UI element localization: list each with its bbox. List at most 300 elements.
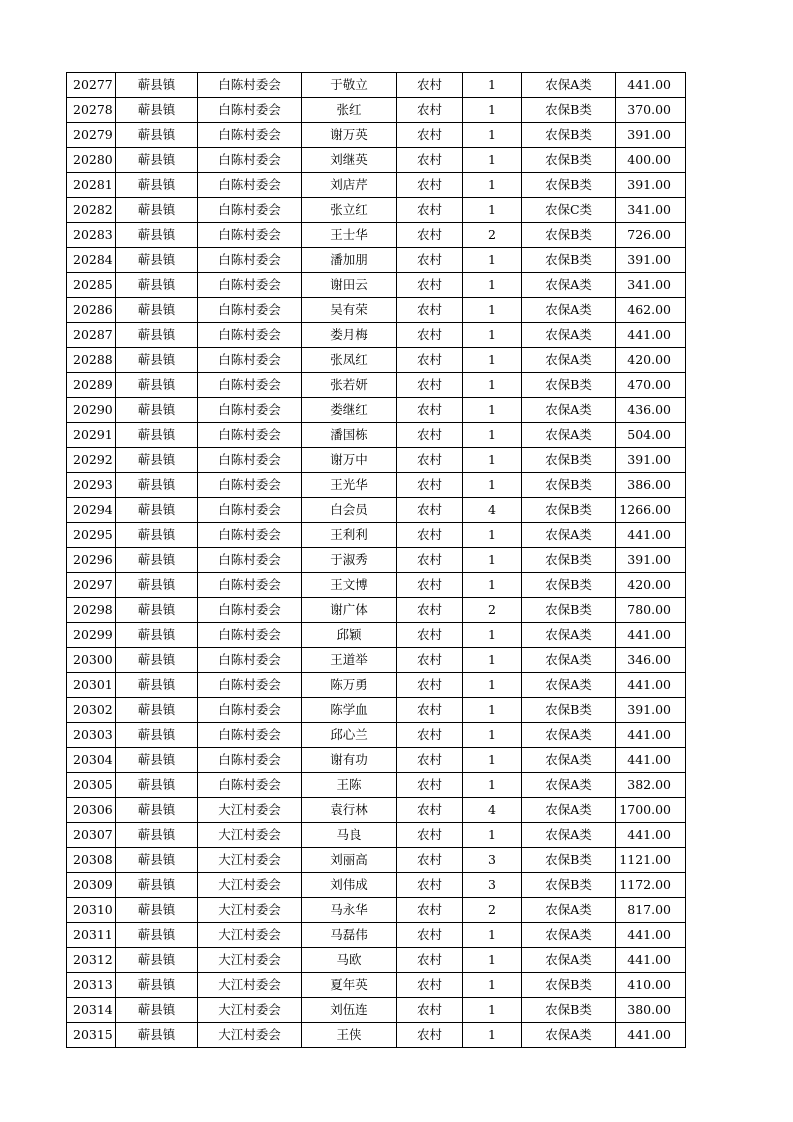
table-body — [67, 73, 686, 1048]
insurance-category-cell: 农保B类 — [522, 223, 616, 248]
insurance-category-cell: 农保A类 — [522, 348, 616, 373]
insurance-category-cell: 农保B类 — [522, 573, 616, 598]
member-count-cell: 1 — [463, 248, 522, 273]
village-committee-cell: 白陈村委会 — [198, 698, 302, 723]
member-count-cell: 1 — [463, 73, 522, 98]
member-count-cell: 1 — [463, 748, 522, 773]
row-id-cell: 20287 — [67, 323, 116, 348]
town-cell: 蕲县镇 — [116, 748, 198, 773]
table-row — [67, 198, 686, 223]
household-type-cell: 农村 — [397, 748, 463, 773]
insurance-category-cell: 农保A类 — [522, 423, 616, 448]
person-name-cell: 谢广体 — [302, 598, 397, 623]
village-committee-cell: 白陈村委会 — [198, 648, 302, 673]
person-name-cell: 马磊伟 — [302, 923, 397, 948]
person-name-cell: 于淑秀 — [302, 548, 397, 573]
row-id-cell: 20285 — [67, 273, 116, 298]
town-cell: 蕲县镇 — [116, 423, 198, 448]
household-type-cell: 农村 — [397, 498, 463, 523]
member-count-cell: 1 — [463, 123, 522, 148]
row-id-cell: 20297 — [67, 573, 116, 598]
table-row — [67, 823, 686, 848]
village-committee-cell: 白陈村委会 — [198, 248, 302, 273]
table-row — [67, 298, 686, 323]
town-cell: 蕲县镇 — [116, 673, 198, 698]
town-cell: 蕲县镇 — [116, 223, 198, 248]
row-id-cell: 20277 — [67, 73, 116, 98]
household-type-cell: 农村 — [397, 73, 463, 98]
member-count-cell: 1 — [463, 998, 522, 1023]
amount-cell: 817.00 — [616, 898, 686, 923]
person-name-cell: 陈万勇 — [302, 673, 397, 698]
household-type-cell: 农村 — [397, 648, 463, 673]
row-id-cell: 20314 — [67, 998, 116, 1023]
person-name-cell: 夏年英 — [302, 973, 397, 998]
town-cell: 蕲县镇 — [116, 1023, 198, 1048]
amount-cell: 504.00 — [616, 423, 686, 448]
household-type-cell: 农村 — [397, 323, 463, 348]
member-count-cell: 1 — [463, 373, 522, 398]
insurance-category-cell: 农保B类 — [522, 973, 616, 998]
insurance-category-cell: 农保B类 — [522, 448, 616, 473]
member-count-cell: 1 — [463, 673, 522, 698]
amount-cell: 386.00 — [616, 473, 686, 498]
town-cell: 蕲县镇 — [116, 598, 198, 623]
amount-cell: 780.00 — [616, 598, 686, 623]
row-id-cell: 20303 — [67, 723, 116, 748]
table-row — [67, 548, 686, 573]
household-type-cell: 农村 — [397, 273, 463, 298]
village-committee-cell: 白陈村委会 — [198, 748, 302, 773]
village-committee-cell: 白陈村委会 — [198, 123, 302, 148]
town-cell: 蕲县镇 — [116, 123, 198, 148]
member-count-cell: 1 — [463, 473, 522, 498]
member-count-cell: 1 — [463, 148, 522, 173]
town-cell: 蕲县镇 — [116, 948, 198, 973]
village-committee-cell: 白陈村委会 — [198, 323, 302, 348]
insurance-category-cell: 农保B类 — [522, 248, 616, 273]
member-count-cell: 2 — [463, 898, 522, 923]
person-name-cell: 于敬立 — [302, 73, 397, 98]
row-id-cell: 20305 — [67, 773, 116, 798]
row-id-cell: 20295 — [67, 523, 116, 548]
town-cell: 蕲县镇 — [116, 648, 198, 673]
insurance-category-cell: 农保B类 — [522, 998, 616, 1023]
town-cell: 蕲县镇 — [116, 623, 198, 648]
table-row — [67, 423, 686, 448]
member-count-cell: 1 — [463, 698, 522, 723]
amount-cell: 391.00 — [616, 173, 686, 198]
village-committee-cell: 白陈村委会 — [198, 548, 302, 573]
amount-cell: 420.00 — [616, 348, 686, 373]
town-cell: 蕲县镇 — [116, 248, 198, 273]
town-cell: 蕲县镇 — [116, 348, 198, 373]
town-cell: 蕲县镇 — [116, 398, 198, 423]
household-type-cell: 农村 — [397, 723, 463, 748]
member-count-cell: 1 — [463, 548, 522, 573]
village-committee-cell: 白陈村委会 — [198, 498, 302, 523]
household-type-cell: 农村 — [397, 973, 463, 998]
table-row — [67, 648, 686, 673]
person-name-cell: 刘伍连 — [302, 998, 397, 1023]
member-count-cell: 1 — [463, 573, 522, 598]
household-type-cell: 农村 — [397, 398, 463, 423]
member-count-cell: 1 — [463, 723, 522, 748]
amount-cell: 1172.00 — [616, 873, 686, 898]
town-cell: 蕲县镇 — [116, 173, 198, 198]
amount-cell: 441.00 — [616, 748, 686, 773]
household-type-cell: 农村 — [397, 523, 463, 548]
person-name-cell: 刘丽高 — [302, 848, 397, 873]
person-name-cell: 张若妍 — [302, 373, 397, 398]
insurance-category-cell: 农保A类 — [522, 323, 616, 348]
town-cell: 蕲县镇 — [116, 73, 198, 98]
household-type-cell: 农村 — [397, 148, 463, 173]
row-id-cell: 20309 — [67, 873, 116, 898]
table-row — [67, 923, 686, 948]
person-name-cell: 王利利 — [302, 523, 397, 548]
member-count-cell: 1 — [463, 623, 522, 648]
insurance-category-cell: 农保A类 — [522, 398, 616, 423]
village-committee-cell: 白陈村委会 — [198, 673, 302, 698]
household-type-cell: 农村 — [397, 1023, 463, 1048]
insurance-category-cell: 农保A类 — [522, 1023, 616, 1048]
town-cell: 蕲县镇 — [116, 723, 198, 748]
person-name-cell: 邱心兰 — [302, 723, 397, 748]
person-name-cell: 潘加朋 — [302, 248, 397, 273]
amount-cell: 441.00 — [616, 73, 686, 98]
row-id-cell: 20292 — [67, 448, 116, 473]
amount-cell: 410.00 — [616, 973, 686, 998]
row-id-cell: 20289 — [67, 373, 116, 398]
member-count-cell: 1 — [463, 198, 522, 223]
row-id-cell: 20312 — [67, 948, 116, 973]
row-id-cell: 20308 — [67, 848, 116, 873]
member-count-cell: 1 — [463, 948, 522, 973]
household-type-cell: 农村 — [397, 173, 463, 198]
town-cell: 蕲县镇 — [116, 998, 198, 1023]
person-name-cell: 谢田云 — [302, 273, 397, 298]
insurance-category-cell: 农保B类 — [522, 98, 616, 123]
table-row — [67, 448, 686, 473]
village-committee-cell: 白陈村委会 — [198, 423, 302, 448]
member-count-cell: 1 — [463, 823, 522, 848]
person-name-cell: 谢万中 — [302, 448, 397, 473]
member-count-cell: 3 — [463, 873, 522, 898]
village-committee-cell: 大江村委会 — [198, 973, 302, 998]
amount-cell: 441.00 — [616, 623, 686, 648]
person-name-cell: 王文博 — [302, 573, 397, 598]
member-count-cell: 1 — [463, 973, 522, 998]
amount-cell: 441.00 — [616, 523, 686, 548]
row-id-cell: 20290 — [67, 398, 116, 423]
household-type-cell: 农村 — [397, 798, 463, 823]
table-row — [67, 698, 686, 723]
table-row — [67, 98, 686, 123]
table-row — [67, 148, 686, 173]
person-name-cell: 张立红 — [302, 198, 397, 223]
insurance-category-cell: 农保B类 — [522, 498, 616, 523]
person-name-cell: 张红 — [302, 98, 397, 123]
table-row — [67, 273, 686, 298]
member-count-cell: 1 — [463, 398, 522, 423]
person-name-cell: 吴有荣 — [302, 298, 397, 323]
household-type-cell: 农村 — [397, 948, 463, 973]
table-row — [67, 948, 686, 973]
town-cell: 蕲县镇 — [116, 798, 198, 823]
table-row — [67, 773, 686, 798]
household-type-cell: 农村 — [397, 548, 463, 573]
insurance-category-cell: 农保A类 — [522, 773, 616, 798]
table-row — [67, 673, 686, 698]
amount-cell: 370.00 — [616, 98, 686, 123]
table-row — [67, 523, 686, 548]
household-type-cell: 农村 — [397, 848, 463, 873]
row-id-cell: 20313 — [67, 973, 116, 998]
household-type-cell: 农村 — [397, 573, 463, 598]
town-cell: 蕲县镇 — [116, 273, 198, 298]
row-id-cell: 20281 — [67, 173, 116, 198]
town-cell: 蕲县镇 — [116, 498, 198, 523]
insurance-category-cell: 农保A类 — [522, 723, 616, 748]
insurance-category-cell: 农保B类 — [522, 148, 616, 173]
insurance-category-cell: 农保A类 — [522, 898, 616, 923]
person-name-cell: 潘国栋 — [302, 423, 397, 448]
village-committee-cell: 大江村委会 — [198, 873, 302, 898]
household-type-cell: 农村 — [397, 698, 463, 723]
member-count-cell: 1 — [463, 348, 522, 373]
village-committee-cell: 白陈村委会 — [198, 523, 302, 548]
village-committee-cell: 白陈村委会 — [198, 98, 302, 123]
insurance-category-cell: 农保B类 — [522, 473, 616, 498]
member-count-cell: 1 — [463, 773, 522, 798]
person-name-cell: 马良 — [302, 823, 397, 848]
village-committee-cell: 白陈村委会 — [198, 623, 302, 648]
member-count-cell: 2 — [463, 223, 522, 248]
table-row — [67, 598, 686, 623]
village-committee-cell: 白陈村委会 — [198, 598, 302, 623]
table-row — [67, 248, 686, 273]
person-name-cell: 刘店芹 — [302, 173, 397, 198]
amount-cell: 441.00 — [616, 1023, 686, 1048]
table-row — [67, 473, 686, 498]
row-id-cell: 20315 — [67, 1023, 116, 1048]
row-id-cell: 20300 — [67, 648, 116, 673]
member-count-cell: 1 — [463, 648, 522, 673]
household-type-cell: 农村 — [397, 823, 463, 848]
member-count-cell: 3 — [463, 848, 522, 873]
household-type-cell: 农村 — [397, 223, 463, 248]
amount-cell: 391.00 — [616, 248, 686, 273]
town-cell: 蕲县镇 — [116, 823, 198, 848]
row-id-cell: 20283 — [67, 223, 116, 248]
town-cell: 蕲县镇 — [116, 298, 198, 323]
row-id-cell: 20280 — [67, 148, 116, 173]
table-row — [67, 748, 686, 773]
person-name-cell: 刘继英 — [302, 148, 397, 173]
amount-cell: 1121.00 — [616, 848, 686, 873]
village-committee-cell: 大江村委会 — [198, 823, 302, 848]
amount-cell: 436.00 — [616, 398, 686, 423]
town-cell: 蕲县镇 — [116, 923, 198, 948]
table-row — [67, 973, 686, 998]
household-type-cell: 农村 — [397, 198, 463, 223]
insurance-category-cell: 农保A类 — [522, 298, 616, 323]
insurance-category-cell: 农保A类 — [522, 273, 616, 298]
table-row — [67, 173, 686, 198]
amount-cell: 391.00 — [616, 548, 686, 573]
town-cell: 蕲县镇 — [116, 773, 198, 798]
row-id-cell: 20304 — [67, 748, 116, 773]
row-id-cell: 20286 — [67, 298, 116, 323]
row-id-cell: 20296 — [67, 548, 116, 573]
amount-cell: 382.00 — [616, 773, 686, 798]
row-id-cell: 20284 — [67, 248, 116, 273]
amount-cell: 391.00 — [616, 698, 686, 723]
member-count-cell: 1 — [463, 448, 522, 473]
row-id-cell: 20307 — [67, 823, 116, 848]
village-committee-cell: 白陈村委会 — [198, 298, 302, 323]
table-row — [67, 573, 686, 598]
village-committee-cell: 白陈村委会 — [198, 573, 302, 598]
table-row — [67, 498, 686, 523]
amount-cell: 470.00 — [616, 373, 686, 398]
amount-cell: 400.00 — [616, 148, 686, 173]
village-committee-cell: 白陈村委会 — [198, 223, 302, 248]
amount-cell: 441.00 — [616, 323, 686, 348]
table-row — [67, 73, 686, 98]
town-cell: 蕲县镇 — [116, 523, 198, 548]
table-row — [67, 123, 686, 148]
household-type-cell: 农村 — [397, 473, 463, 498]
village-committee-cell: 大江村委会 — [198, 798, 302, 823]
table-row — [67, 623, 686, 648]
household-type-cell: 农村 — [397, 673, 463, 698]
row-id-cell: 20279 — [67, 123, 116, 148]
town-cell: 蕲县镇 — [116, 473, 198, 498]
town-cell: 蕲县镇 — [116, 848, 198, 873]
amount-cell: 380.00 — [616, 998, 686, 1023]
amount-cell: 441.00 — [616, 948, 686, 973]
table-row — [67, 848, 686, 873]
amount-cell: 341.00 — [616, 273, 686, 298]
member-count-cell: 1 — [463, 1023, 522, 1048]
person-name-cell: 谢万英 — [302, 123, 397, 148]
row-id-cell: 20301 — [67, 673, 116, 698]
insurance-category-cell: 农保B类 — [522, 598, 616, 623]
person-name-cell: 王光华 — [302, 473, 397, 498]
household-type-cell: 农村 — [397, 98, 463, 123]
member-count-cell: 1 — [463, 173, 522, 198]
town-cell: 蕲县镇 — [116, 573, 198, 598]
village-committee-cell: 大江村委会 — [198, 923, 302, 948]
village-committee-cell: 白陈村委会 — [198, 198, 302, 223]
table-row — [67, 348, 686, 373]
amount-cell: 341.00 — [616, 198, 686, 223]
member-count-cell: 1 — [463, 273, 522, 298]
row-id-cell: 20299 — [67, 623, 116, 648]
amount-cell: 1700.00 — [616, 798, 686, 823]
household-type-cell: 农村 — [397, 598, 463, 623]
insurance-category-cell: 农保A类 — [522, 623, 616, 648]
member-count-cell: 4 — [463, 798, 522, 823]
household-type-cell: 农村 — [397, 773, 463, 798]
table-row — [67, 898, 686, 923]
household-type-cell: 农村 — [397, 248, 463, 273]
amount-cell: 391.00 — [616, 448, 686, 473]
insurance-category-cell: 农保C类 — [522, 198, 616, 223]
household-type-cell: 农村 — [397, 373, 463, 398]
insurance-category-cell: 农保B类 — [522, 373, 616, 398]
person-name-cell: 娄继红 — [302, 398, 397, 423]
town-cell: 蕲县镇 — [116, 373, 198, 398]
person-name-cell: 谢有功 — [302, 748, 397, 773]
person-name-cell: 王道举 — [302, 648, 397, 673]
table-row — [67, 798, 686, 823]
village-committee-cell: 大江村委会 — [198, 848, 302, 873]
household-type-cell: 农村 — [397, 448, 463, 473]
insurance-category-cell: 农保B类 — [522, 123, 616, 148]
village-committee-cell: 白陈村委会 — [198, 348, 302, 373]
row-id-cell: 20310 — [67, 898, 116, 923]
relief-roster-table — [66, 72, 686, 1048]
insurance-category-cell: 农保B类 — [522, 873, 616, 898]
amount-cell: 462.00 — [616, 298, 686, 323]
village-committee-cell: 白陈村委会 — [198, 73, 302, 98]
insurance-category-cell: 农保A类 — [522, 73, 616, 98]
village-committee-cell: 白陈村委会 — [198, 398, 302, 423]
amount-cell: 441.00 — [616, 823, 686, 848]
person-name-cell: 王士华 — [302, 223, 397, 248]
household-type-cell: 农村 — [397, 423, 463, 448]
village-committee-cell: 大江村委会 — [198, 998, 302, 1023]
town-cell: 蕲县镇 — [116, 148, 198, 173]
row-id-cell: 20311 — [67, 923, 116, 948]
member-count-cell: 1 — [463, 423, 522, 448]
town-cell: 蕲县镇 — [116, 873, 198, 898]
village-committee-cell: 白陈村委会 — [198, 173, 302, 198]
person-name-cell: 王陈 — [302, 773, 397, 798]
insurance-category-cell: 农保A类 — [522, 923, 616, 948]
row-id-cell: 20302 — [67, 698, 116, 723]
person-name-cell: 陈学血 — [302, 698, 397, 723]
table-row — [67, 873, 686, 898]
town-cell: 蕲县镇 — [116, 898, 198, 923]
insurance-category-cell: 农保A类 — [522, 523, 616, 548]
person-name-cell: 王侠 — [302, 1023, 397, 1048]
table-row — [67, 998, 686, 1023]
village-committee-cell: 大江村委会 — [198, 898, 302, 923]
member-count-cell: 1 — [463, 323, 522, 348]
table-row — [67, 723, 686, 748]
amount-cell: 441.00 — [616, 723, 686, 748]
household-type-cell: 农村 — [397, 898, 463, 923]
household-type-cell: 农村 — [397, 623, 463, 648]
amount-cell: 726.00 — [616, 223, 686, 248]
town-cell: 蕲县镇 — [116, 323, 198, 348]
village-committee-cell: 大江村委会 — [198, 948, 302, 973]
person-name-cell: 娄月梅 — [302, 323, 397, 348]
row-id-cell: 20298 — [67, 598, 116, 623]
town-cell: 蕲县镇 — [116, 98, 198, 123]
insurance-category-cell: 农保B类 — [522, 698, 616, 723]
person-name-cell: 马欧 — [302, 948, 397, 973]
amount-cell: 391.00 — [616, 123, 686, 148]
member-count-cell: 2 — [463, 598, 522, 623]
row-id-cell: 20306 — [67, 798, 116, 823]
member-count-cell: 1 — [463, 98, 522, 123]
village-committee-cell: 白陈村委会 — [198, 273, 302, 298]
